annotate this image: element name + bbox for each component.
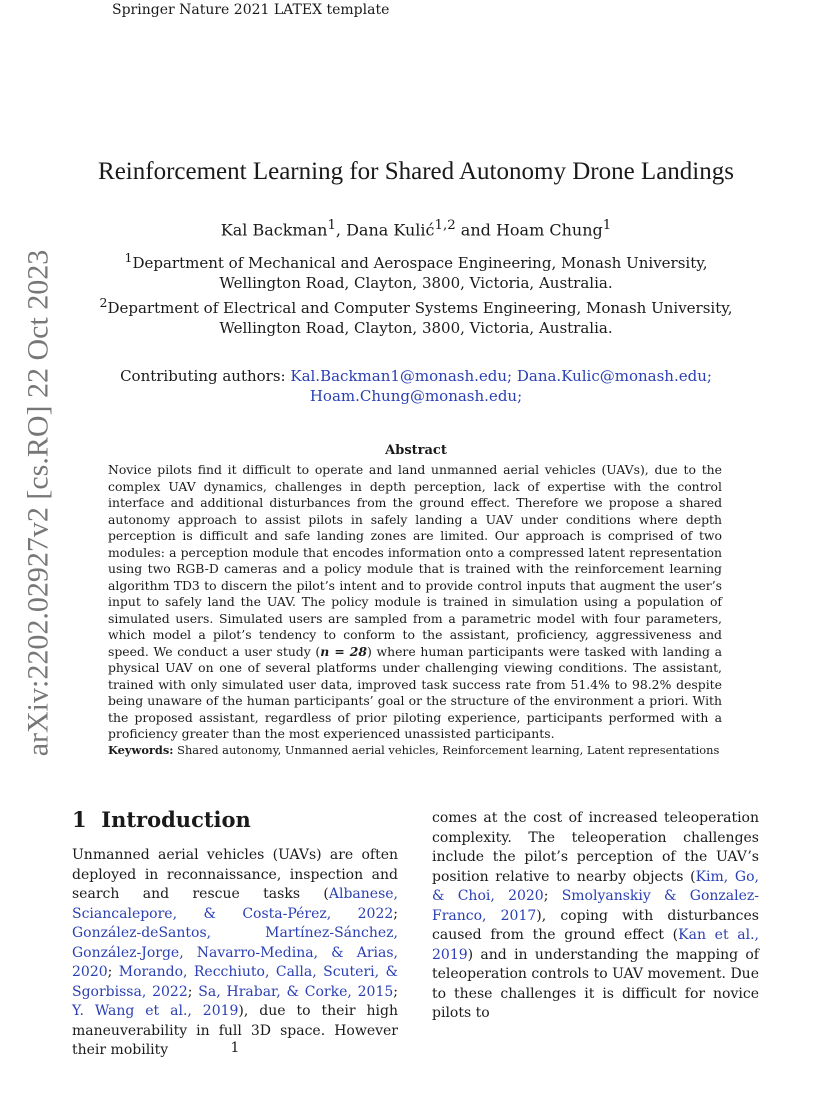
page-number: 1 [230,1040,240,1056]
keywords [108,742,748,758]
author-list [60,214,772,242]
affil-text: Department of Electrical and Computer Systems Engineering, Monash University, Wellington Road, Clayton, 3800, Victoria, Australia. [107,299,733,337]
citation-link[interactable]: Morando, Recchiuto, Calla, Scuteri, & Sgorbissa, 2022 [72,964,398,1000]
author-affil-marker: 1,2 [434,218,456,233]
paper-title: Reinforcement Learning for Shared Autonomy Drone Landings [98,158,734,185]
intro-left-column [72,846,398,1061]
body-text: Unmanned aerial vehicles (UAVs) are often deployed in reconnaissance, inspection and search and rescue tasks ( [72,847,398,902]
affiliations [96,248,736,338]
author-name: Kal Backman [220,220,328,240]
intro-right-column [432,809,759,1024]
author-conjunction: and [455,220,496,240]
abstract-heading: Abstract [385,443,447,458]
arxiv-sidebar-stamp [12,238,64,768]
contributing-authors [100,366,732,406]
affil-marker: 1 [124,250,133,265]
body-text: ), coping with disturbances caused from the ground effect ( [432,907,759,943]
body-text: ), due to their high maneuverability in full 3D space. However their mobility [72,1003,398,1058]
affiliation-2 [96,293,736,338]
body-text: ; [393,905,398,922]
body-text: comes at the cost of increased teleoperation complexity. The teleoperation challenges include the pilot’s perception of the UAV’s position relative to nearby objects ( [432,810,759,885]
citation-link[interactable]: Y. Wang et al., 2019 [72,1003,239,1019]
author-affil-marker: 1 [327,218,336,233]
abstract-text: ) where human participants were tasked with landing a physical UAV on one of several platforms under challenging viewing conditions. The assistant, trained with only simulated user data, improved task success rate from 51.4% to 98.2% despite being unaware of the human participants’ goal or the structure of the environment a priori. With the proposed assistant, regardless of prior piloting experience, participants performed with a proficiency greater than the most experienced unassisted participants. [108,643,722,741]
email-link[interactable]: Hoam.Chung@monash.edu; [309,387,523,405]
abstract-text: Novice pilots find it difficult to operate and land unmanned aerial vehicles (UAVs), due to the complex UAV dynamics, challenges in depth perception, lack of expertise with the control interface and additional disturbances from the ground effect. Therefore we propose a shared autonomy approach to assist pilots in safely landing a UAV under conditions where depth perception is difficult and safe landing zones are limited. Our approach is comprised of two modules: a perception module that encodes information onto a compressed latent representation using two RGB-D cameras and a policy module that is trained with the reinforcement learning algorithm TD3 to discern the pilot’s intent and to provide control inputs that augment the user’s input to safely land the UAV. The policy module is trained in simulation using a population of simulated users. Simulated users are sampled from a parametric model with four parameters, which model a pilot’s tendency to conform to the assistant, proficiency, aggressiveness and speed. We conduct a user study ( [108,462,722,659]
author-separator: , [335,220,347,240]
citation-link[interactable]: González-deSantos, Martínez-Sánchez, González-Jorge, Navarro-Medina, & Arias, 2020 [72,925,398,980]
body-text: ; [543,888,562,904]
citation-link[interactable]: Smolyanskiy & Gonzalez-Franco, 2017 [432,888,759,924]
affil-text: Department of Mechanical and Aerospace Engineering, Monash University, Wellington Road, Clayton, 3800, Victoria, Australia. [132,254,708,292]
author-name: Hoam Chung [495,220,603,240]
email-link[interactable]: Dana.Kulic@monash.edu; [516,367,712,385]
citation-link[interactable]: Kim, Go, & Choi, 2020 [432,868,759,904]
section-title: Introduction [101,807,251,832]
citation-link[interactable]: Sa, Hrabar, & Corke, 2015 [198,983,394,1000]
running-header: Springer Nature 2021 LATEX template [112,2,390,18]
keywords-text: Shared autonomy, Unmanned aerial vehicles, Reinforcement learning, Latent representations [173,743,720,757]
affil-marker: 2 [99,295,108,310]
body-text: ) and in understanding the mapping of teleoperation controls to UAV movement. Due to these challenges it is difficult for novice pilots to [432,946,759,1021]
body-text: ; [187,983,199,1000]
body-text: ; [107,964,119,980]
contrib-label: Contributing authors: [120,367,291,385]
keywords-label: Keywords: [108,743,174,757]
body-text: ; [393,983,398,1000]
section-heading [72,806,251,834]
abstract-body [108,462,722,743]
citation-link[interactable]: Kan et al., 2019 [432,927,760,963]
arxiv-identifier: arXiv:2202.02927v2 [cs.RO] 22 Oct 2023 [21,249,55,757]
abstract-math: n = 28 [320,643,367,659]
author-affil-marker: 1 [602,218,612,233]
section-number: 1 [72,807,87,832]
author-name: Dana Kulić [346,220,435,240]
affiliation-1 [96,248,736,293]
citation-link[interactable]: Albanese, Sciancalepore, & Costa-Pérez, 2022 [72,886,398,922]
email-link[interactable]: Kal.Backman1@monash.edu; [290,367,513,385]
